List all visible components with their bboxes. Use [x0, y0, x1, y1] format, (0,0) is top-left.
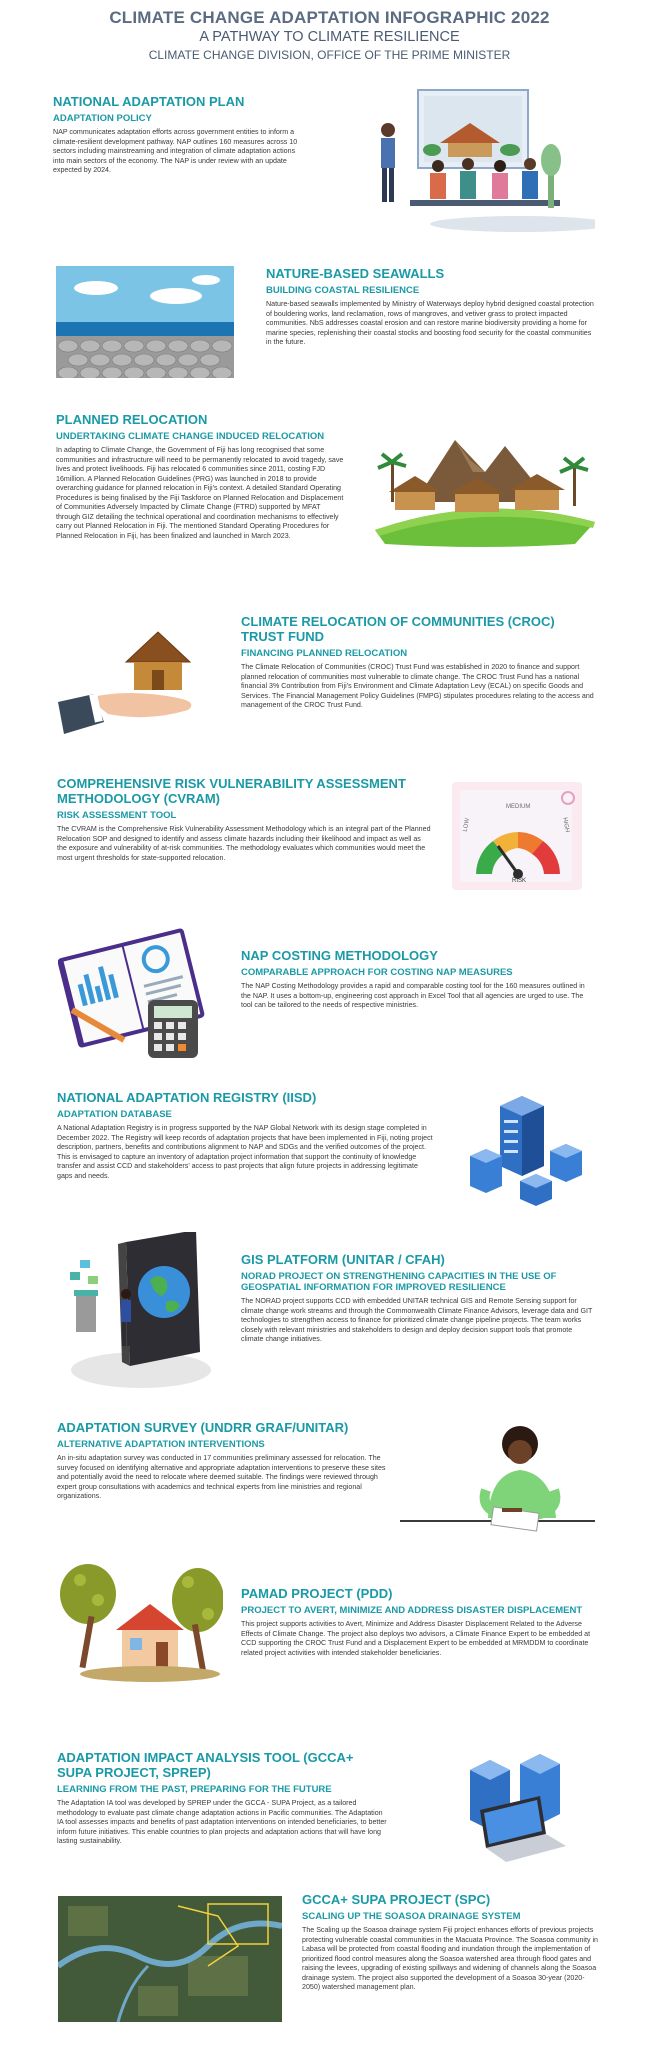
page-title: CLIMATE CHANGE ADAPTATION INFOGRAPHIC 2022 [109, 8, 550, 27]
section-title: GIS PLATFORM (UNITAR / CFAH) [241, 1252, 445, 1267]
gauge-medium-label: MEDIUM [506, 804, 531, 810]
section-body: The Adaptation IA tool was developed by SPREP under the GCCA - SUPA Project, as a tailored methodology to evaluate past climate change adaptation actions in Pacific communities. The Adaptation IA tool assesses impacts and benefits of past adaptation interventions on intended beneficiaries, to better inform future initiatives. This enable countries to plan projects and adaptation actions that will have long lasting sustainability. [57, 1799, 387, 1845]
gauge-low-label: LOW [462, 817, 471, 833]
section-gis-platform [241, 1252, 596, 1345]
risk-gauge-illustration [446, 778, 588, 896]
section-title: ADAPTATION SURVEY (UNDRR GRAF/UNITAR) [57, 1420, 349, 1435]
section-title: NAP COSTING METHODOLOGY [241, 948, 438, 963]
section-nature-based-seawalls [266, 266, 596, 348]
gauge-high-label: HIGH [561, 817, 570, 833]
section-subtitle: RISK ASSESSMENT TOOL [57, 810, 177, 821]
section-title: PLANNED RELOCATION [56, 412, 208, 427]
satellite-map-image [58, 1896, 282, 2022]
section-body: The Scaling up the Soasoa drainage system Fiji project enhances efforts of previous projects protecting vulnerable coastal communities in the Macuata Province. The Soasoa community in Labasa will be protected from coastal flooding and inundation through the implementation of prioritized flood control measures along the Soasoa watershed area through flood gates and raising the levees, upgrading of existing spillways and widening of channels along the Soasoa drainage system. The project also supported the development of a Soasoa 30-year (2020-2050) watershed management plan. [302, 1926, 598, 1991]
section-body: The NORAD project supports CCD with embedded UNITAR technical GIS and Remote Sensing support for climate change work streams and through the Commonwealth Climate Finance Advisors, leverage data and GIT technologies to strengthen access to finance for prioritized climate change pipeline projects. The team works closely with relevant ministries and stakeholders to design and deploy decision support tools that promote climate change initiatives. [241, 1297, 593, 1343]
section-body: The Climate Relocation of Communities (CROC) Trust Fund was established in 2020 to finance and support planned relocation of communities most vulnerable to climate change. The CROC Trust Fund has a national financial 3% Contribution from Fiji’s Environment and Climate Adaptation Levy (ECAL) on specific Goods and Services. The Financial Management Policy Guidelines (FMPG) stipulates procedures relating to the access and management of the CROC Trust Fund. [241, 663, 594, 709]
page-subtitle: A PATHWAY TO CLIMATE RESILIENCE [199, 29, 460, 45]
section-subtitle: BUILDING COASTAL RESILIENCE [266, 285, 420, 296]
section-title: ADAPTATION IMPACT ANALYSIS TOOL (GCCA+ SUPA PROJECT, SPREP) [57, 1750, 354, 1780]
meeting-illustration [370, 88, 595, 238]
section-cvram [57, 776, 432, 863]
section-title: PAMAD PROJECT (PDD) [241, 1586, 393, 1601]
section-national-adaptation-registry [57, 1090, 433, 1181]
section-title: GCCA+ SUPA PROJECT (SPC) [302, 1892, 491, 1907]
section-national-adaptation-plan [53, 94, 308, 176]
gauge-risk-label: RISK [512, 878, 527, 884]
section-croc-trust-fund [241, 614, 596, 711]
section-adaptation-survey [57, 1420, 397, 1502]
section-subtitle: ALTERNATIVE ADAPTATION INTERVENTIONS [57, 1439, 265, 1450]
section-subtitle: NORAD PROJECT ON STRENGTHENING CAPACITIES IN THE USE OF GEOSPATIAL INFORMATION FOR IMPROVED RESILIENCE [241, 1271, 557, 1293]
village-relocation-illustration [375, 432, 595, 547]
section-nap-costing [241, 948, 596, 1011]
costing-notebook-illustration [58, 922, 218, 1062]
section-subtitle: SCALING UP THE SOASOA DRAINAGE SYSTEM [302, 1911, 521, 1922]
section-subtitle: COMPARABLE APPROACH FOR COSTING NAP MEASURES [241, 967, 513, 978]
section-adaptation-impact-tool [57, 1750, 387, 1847]
section-title: NATIONAL ADAPTATION REGISTRY (IISD) [57, 1090, 317, 1105]
laptop-servers-illustration [450, 1750, 580, 1870]
section-body: A National Adaptation Registry is in progress supported by the NAP Global Network with its design stage completed in December 2022. The Registry will keep records of adaptation projects that have been implemented in Fiji, noting project description, partners, benefits and contributions alignment to NAP and SDGs and the verified outcomes of the project. This is envisaged to capture an inventory of adaptation project information that support the continuity of knowledge transfer and assist CCD and stakeholders’ access to past projects that align future projects in addressing legitimate gaps and needs. [57, 1124, 433, 1180]
section-body: An in-situ adaptation survey was conducted in 17 communities preliminary assessed for relocation. The survey focused on identifying alternative and appropriate adaptation interventions to preserve these sites and potentially avoid the need to relocate where deemed suitable. The findings were reviewed through expert group consultations with academics and technical experts from line ministries and regional organizations. [57, 1454, 386, 1500]
section-planned-relocation [56, 412, 346, 541]
section-title: NATIONAL ADAPTATION PLAN [53, 94, 245, 109]
section-subtitle: PROJECT TO AVERT, MINIMIZE AND ADDRESS DISASTER DISPLACEMENT [241, 1605, 583, 1616]
section-body: The NAP Costing Methodology provides a rapid and comparable costing tool for the 160 measures outlined in the NAP. It uses a bottom-up, engineering cost approach in Excel Tool that all agencies are urged to use. The tool can be tailored to the needs of respective ministries. [241, 982, 585, 1009]
section-gcca-supa-project [302, 1892, 598, 1993]
section-subtitle: LEARNING FROM THE PAST, PREPARING FOR THE FUTURE [57, 1784, 332, 1795]
section-subtitle: UNDERTAKING CLIMATE CHANGE INDUCED RELOCATION [56, 431, 325, 442]
page-organization: CLIMATE CHANGE DIVISION, OFFICE OF THE PRIME MINISTER [148, 48, 511, 62]
section-body: In adapting to Climate Change, the Government of Fiji has long recognised that some communities and infrastructure will need to be permanently relocated to avoid tragedy, save lives and protect livelihoods. Fiji has relocated 6 communities since 2011, costing FJD 16million. A Planned Relocation Guidelines (PRG) was launched in 2018 to provide overarching guidance for planned relocation in Fiji’s context. A detailed Standard Operating Procedures is being finalised by the Fiji Taskforce on Planned Relocation and Displacement of Communities Adversely Impacted by Climate Change (FTRD) supported by MFAT through GIZ detailing the technical operational and coordination mechanisms to effectively carry out Planned Relocation in Fiji. The mentioned Standard Operating Procedures for Planned Relocation in Fiji, has been finalized and launched in March 2023. [56, 446, 344, 540]
section-body: NAP communicates adaptation efforts across government entities to inform a climate-resilient development pathway. NAP outlines 160 measures across 10 sectors including mainstreaming and integration of climate adaptation actions into main sectors of the economy. The NAP is under review with an update expected by 2024. [53, 128, 298, 174]
section-subtitle: FINANCING PLANNED RELOCATION [241, 648, 408, 659]
seawall-illustration [56, 266, 234, 378]
section-body: This project supports activities to Avert, Minimize and Address Disaster Displacement Related to the Adverse Effects of Climate Change. The project also deploys two advisors, a Climate Finance Expert to be embedded at CCD supporting the CROC Trust Fund and a Displacement Expert to be embedded at MRMDDM to coordinate related project activities with intended stakeholder beneficiaries. [241, 1620, 591, 1657]
page-header [0, 8, 659, 62]
section-body: The CVRAM is the Comprehensive Risk Vulnerability Assessment Methodology which is an integral part of the Planned Relocation SOP and designed to identify and assess climate hazards including their likelihood and impact as well as the exposure and vulnerability of at-risk communities. The methodology evaluates which communities would meet the most urgent thresholds for state-supported relocation. [57, 825, 431, 862]
gis-globe-illustration [66, 1232, 216, 1392]
section-subtitle: ADAPTATION DATABASE [57, 1109, 172, 1120]
house-in-hand-illustration [58, 618, 208, 738]
section-pamad-project [241, 1586, 596, 1658]
section-title: NATURE-BASED SEAWALLS [266, 266, 445, 281]
section-subtitle: ADAPTATION POLICY [53, 113, 152, 124]
storm-house-illustration [58, 1560, 223, 1685]
survey-person-illustration [400, 1418, 595, 1533]
server-database-illustration [460, 1086, 590, 1206]
section-title: CLIMATE RELOCATION OF COMMUNITIES (CROC) TRUST FUND [241, 614, 555, 644]
section-body: Nature-based seawalls implemented by Ministry of Waterways deploy hybrid designed coastal protection of bouldering works, land reclamation, rows of mangroves, and vetiver grass to protect impacted communities. NbS addresses coastal erosion and can restore marine biodiversity providing a home for marine species, replenishing their coastal stocks and boosting food security for the coastal communities in the future. [266, 300, 594, 346]
section-title: COMPREHENSIVE RISK VULNERABILITY ASSESSMENT METHODOLOGY (CVRAM) [57, 776, 406, 806]
